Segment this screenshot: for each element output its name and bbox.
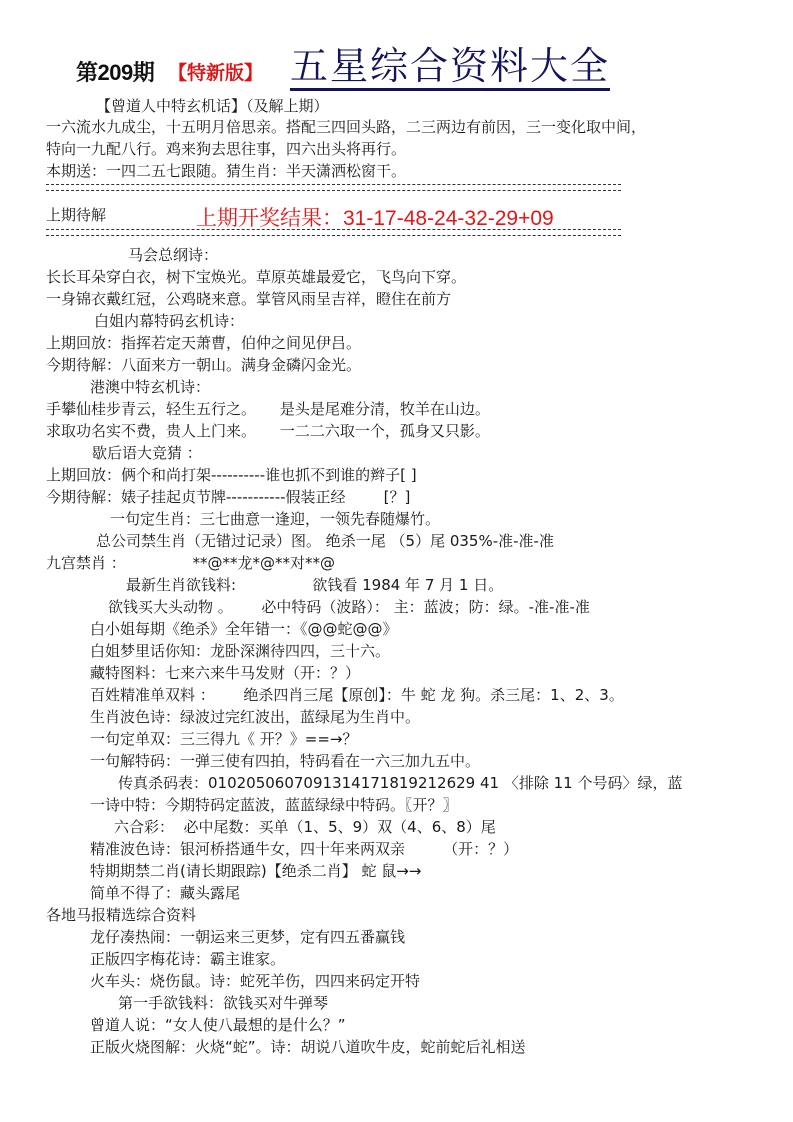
separator-top — [46, 184, 621, 191]
body-line: 一句定生肖：三七曲意一逢迎，一领先春随爆竹。 — [110, 510, 441, 528]
body-line: 精准波色诗：银河桥搭通牛女，四十年来两双亲 （开：？） — [90, 840, 519, 858]
separator-bottom — [46, 229, 621, 236]
body-line: 马会总纲诗： — [128, 246, 219, 264]
edition-badge: 【特新版】 — [168, 62, 264, 84]
body-line: 白姐内幕特码玄机诗： — [94, 312, 245, 330]
body-line: 歇后语大竞猜 ： — [92, 444, 202, 462]
section1-heading: 【曾道人中特玄机话】（及解上期） — [96, 97, 329, 115]
body-line: 今期待解：婊子挂起贞节牌-----------假装正经 [？] — [46, 488, 411, 506]
body-line: 手攀仙桂步青云，轻生五行之。 是头是尾难分清，牧羊在山边。 — [46, 400, 490, 418]
body-line: 上期回放：俩个和尚打架----------谁也抓不到谁的辫子[ ] — [46, 466, 417, 484]
body-line: 上期回放：指挥若定天萧曹，伯仲之间见伊吕。 — [46, 334, 362, 352]
body-line: 今期待解：八面来方一朝山。满身金磷闪金光。 — [46, 356, 362, 374]
body-line: 求取功名实不费，贵人上门来。 一二二六取一个，孤身又只影。 — [46, 422, 490, 440]
last-draw-result: 上期开奖结果：31-17-48-24-32-29+09 — [196, 207, 554, 230]
body-line: 长长耳朵穿白衣，树下宝焕光。草原英雄最爱它，飞鸟向下穿。 — [46, 268, 467, 286]
body-line: 白小姐每期《绝杀》全年错一：《@@蛇@@》 — [90, 620, 398, 638]
body-line: 正版四字梅花诗：霸主谁家。 — [90, 950, 286, 968]
body-line: 总公司禁生肖（无错过记录）图。 绝杀一尾 （5）尾 035%-准-准-准 — [96, 532, 554, 550]
body-line: 曾道人说：“女人使八最想的是什么？” — [90, 1016, 346, 1034]
body-line: 正版火烧图解：火烧“蛇”。诗：胡说八道吹牛皮，蛇前蛇后礼相送 — [90, 1038, 526, 1056]
body-line: 一身锦衣戴红冠，公鸡晓来意。掌管风雨呈吉祥，瞪住在前方 — [46, 290, 452, 308]
body-line: 一诗中特：今期特码定蓝波，蓝蓝绿绿中特码。〖开？〗 — [90, 796, 458, 814]
body-line: 六合彩： 必中尾数：买单（1、5、9）双（4、6、8）尾 — [114, 818, 496, 836]
body-line: 生肖波色诗：绿波过完红波出，蓝绿尾为生肖中。 — [90, 708, 421, 726]
body-line: 第一手欲钱料：欲钱买对牛弹琴 — [118, 994, 329, 1012]
body-line: 白姐梦里话你知：龙卧深渊待四四，三十六。 — [90, 642, 391, 660]
body-line: 九宫禁肖 ： **@**龙*@**对**@ — [46, 554, 336, 572]
body-line: 龙仔凑热闹：一朝运来三更梦，定有四五番赢钱 — [90, 928, 406, 946]
body-line: 一句解特码：一弹三使有四拍，特码看在一六三加九五中。 — [90, 752, 481, 770]
document-title: 五星综合资料大全 — [290, 44, 610, 91]
poem-line: 特向一九配八行。鸡来狗去思往事，四六出头将再行。 — [46, 140, 407, 158]
body-line: 传真杀码表：0102050607091314171819212629 41 〈排除 11 个号码〉绿，蓝 — [118, 774, 683, 792]
body-line: 最新生肖欲钱料: 欲钱看 1984 年 7 月 1 日。 — [126, 576, 504, 594]
body-line: 一句定单双：三三得九《 开？》==→？ — [90, 730, 358, 748]
last-period-label: 上期待解 — [46, 206, 107, 224]
body-line: 藏特图料：七来六来牛马发财（开：？） — [90, 664, 361, 682]
issue-number: 第209期 — [76, 60, 155, 85]
body-line: 欲钱买大头动物 。 必中特码（波路）： 主：蓝波；防：绿。-准-准-准 — [108, 598, 590, 616]
poem-line: 本期送：一四二五七跟随。猜生肖：半天潇洒松窗干。 — [46, 162, 407, 180]
body-line: 港澳中特玄机诗： — [90, 378, 211, 396]
body-line: 特期期禁二肖(请长期跟踪)【绝杀二肖】 蛇 鼠→→ — [90, 862, 422, 880]
body-line: 火车头：烧伤鼠。诗：蛇死羊伤，四四来码定开特 — [90, 972, 421, 990]
body-line: 各地马报精选综合资料 — [46, 906, 197, 924]
body-line: 简单不得了：藏头露尾 — [90, 884, 241, 902]
body-line: 百姓精准单双料 ： 绝杀四肖三尾【原创】：牛 蛇 龙 狗。杀三尾：1、2、3。 — [90, 686, 624, 704]
poem-line: 一六流水九成尘，十五明月倍思亲。搭配三四回头路，二三两边有前因，三一变化取中间， — [46, 118, 647, 136]
